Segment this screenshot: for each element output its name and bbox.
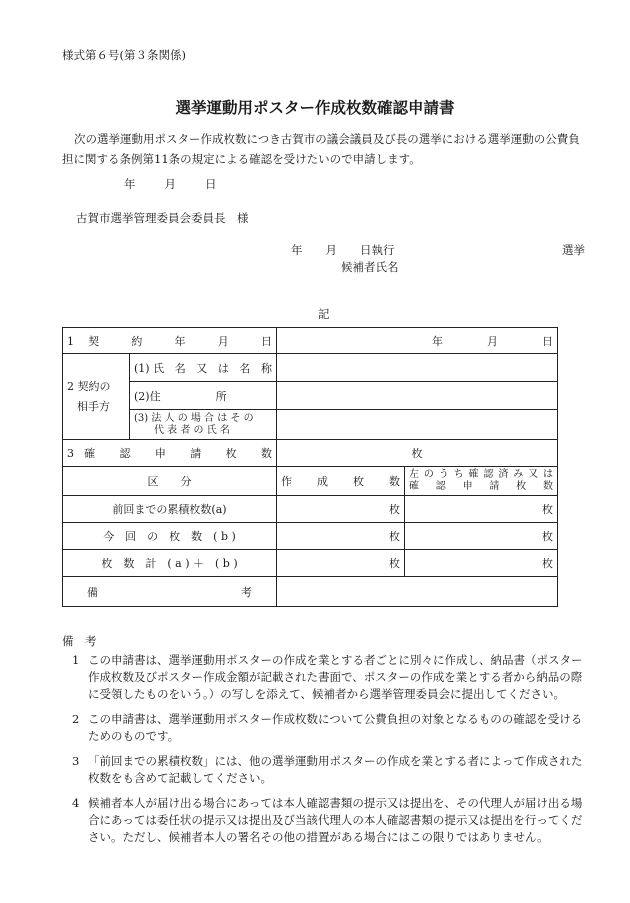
remark-text: この申請書は、選挙運動用ポスターの作成を業とする者ごとに別々に作成し、納品書（ポスター作成枚数及びポスター作成金額が記載された書面で、ポスターの作成を業とする者から納品の際に受領したものをいう。）の写しを添えて、候補者から選挙管理委員会に提出してください。 bbox=[88, 653, 583, 701]
table-remarks-label: 備 考 bbox=[63, 577, 277, 607]
party-name-label: (1)氏 名 又 は 名 称 bbox=[130, 354, 277, 382]
header-confirmed-line2: 確 認 申 請 枚 数 bbox=[409, 481, 553, 492]
list-item bbox=[62, 795, 590, 846]
row-created-unit: 枚 bbox=[277, 523, 405, 550]
application-date: 年 月 日 bbox=[124, 177, 219, 191]
party-label-line1: 2 契約の bbox=[67, 379, 111, 393]
remarks-list bbox=[62, 652, 590, 854]
table-row bbox=[63, 550, 558, 577]
application-table bbox=[62, 327, 558, 607]
party-rep-line1: (3) 法 人 の 場 合 は そ の bbox=[134, 412, 254, 424]
row-label: 枚 数 計 ( a ) ＋ ( b ) bbox=[63, 550, 277, 577]
election-label: 選挙 bbox=[562, 243, 585, 257]
remarks-title: 備 考 bbox=[62, 634, 97, 648]
table-remarks-field[interactable] bbox=[277, 577, 558, 607]
header-created-count: 作 成 枚 数 bbox=[277, 467, 405, 496]
party-label-line2: 相手方 bbox=[77, 399, 110, 413]
form-number: 様式第６号(第３条関係) bbox=[62, 48, 186, 62]
list-item bbox=[62, 711, 590, 745]
header-confirmed-count bbox=[405, 467, 558, 496]
party-rep-label bbox=[130, 410, 277, 440]
party-address-field[interactable] bbox=[277, 382, 558, 410]
header-confirmed-line1: 左 の う ち 確 認 済 み 又 は bbox=[409, 469, 553, 480]
header-category: 区 分 bbox=[63, 467, 277, 496]
request-count-unit: 枚 bbox=[277, 440, 558, 467]
remark-number: 1 bbox=[72, 653, 80, 667]
remark-number: 3 bbox=[72, 754, 80, 768]
row-created-unit: 枚 bbox=[277, 550, 405, 577]
intro-paragraph: 次の選挙運動用ポスター作成枚数につき古賀市の議会議員及び長の選挙における選挙運動の公費負担に関する条例第11条の規定による確認を受けたいので申請します。 bbox=[62, 132, 580, 166]
list-item bbox=[62, 753, 590, 787]
remark-number: 2 bbox=[72, 712, 80, 726]
page-title: 選挙運動用ポスター作成枚数確認申請書 bbox=[175, 98, 455, 117]
remark-number: 4 bbox=[72, 796, 80, 810]
party-address-label: (2)住 所 bbox=[130, 382, 277, 410]
party-name-field[interactable] bbox=[277, 354, 558, 382]
row-confirmed-unit: 枚 bbox=[405, 550, 558, 577]
table-row bbox=[63, 523, 558, 550]
row-label: 前回までの累積枚数(a) bbox=[63, 496, 277, 523]
remark-text: 候補者本人が届け出る場合にあっては本人確認書類の提示又は提出を、その代理人が届け出る場合にあっては委任状の提示又は提出及び当該代理人の本人確認書類の提示又は提出を行ってください。ただし、候補者本人の署名その他の措置がある場合にはこの限りではありません。 bbox=[88, 796, 583, 844]
ki-label: 記 bbox=[318, 307, 330, 321]
table-row bbox=[63, 496, 558, 523]
remark-text: この申請書は、選挙運動用ポスター作成枚数について公費負担の対象となるものの確認を受けるためのものです。 bbox=[88, 712, 583, 743]
row-confirmed-unit: 枚 bbox=[405, 523, 558, 550]
contract-date-value: 年 月 日 bbox=[277, 328, 558, 354]
party-rep-line2: 代 表 者 の 氏 名 bbox=[154, 424, 230, 436]
execution-date: 年 月 日執行 bbox=[291, 243, 395, 257]
addressee: 古賀市選挙管理委員会委員長 様 bbox=[76, 211, 249, 225]
row-created-unit: 枚 bbox=[277, 496, 405, 523]
list-item bbox=[62, 652, 590, 703]
party-rep-field[interactable] bbox=[277, 410, 558, 440]
contract-date-label: 1 契 約 年 月 日 bbox=[63, 328, 277, 354]
party-label bbox=[63, 354, 130, 440]
request-count-label: 3 確 認 申 請 枚 数 bbox=[63, 440, 277, 467]
row-confirmed-unit: 枚 bbox=[405, 496, 558, 523]
remark-text: 「前回までの累積枚数」には、他の選挙運動用ポスターの作成を業とする者によって作成された枚数をも含めて記載してください。 bbox=[88, 754, 583, 785]
row-label: 今 回 の 枚 数 ( b ) bbox=[63, 523, 277, 550]
candidate-name-label: 候補者氏名 bbox=[341, 260, 399, 274]
